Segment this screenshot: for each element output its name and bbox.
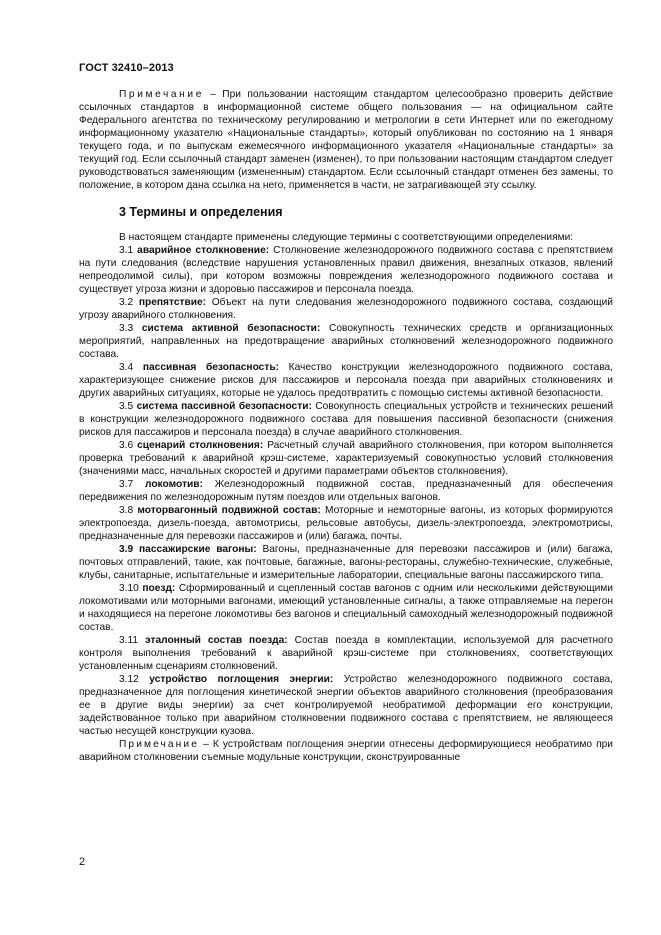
term-name: система активной безопасности: <box>141 323 321 334</box>
note-text: – При пользовании настоящим стандартом целесообразно проверить действие ссылочных стандартов в информационной системе общего пользования — на официальном сайте Федерального агентства по техническому регулированию и метрологии в сети Интернет или по ежегодному информационному указателю «Национальные стандарты», который опубликован по состоянию на 1 января текущего года, и по выпускам ежемесячного информационного указателя «Национальные стандарты» за текущий год. Если ссылочный стандарт заменен (изменен), то при пользовании настоящим стандартом следует руководствоваться заменяющим (измененным) стандартом. Если ссылочный стандарт отменен без замены, то положение, в котором дана ссылка на него, применяется в части, не затрагивающей эту ссылку. <box>79 89 613 191</box>
page-number: 2 <box>79 856 86 868</box>
section-intro: В настоящем стандарте применены следующие термины с соответствующими определениями: <box>119 232 574 243</box>
term-name: пассивная безопасность: <box>142 362 279 373</box>
term-definition <box>79 400 613 439</box>
term-number: 3.10 <box>119 583 143 594</box>
term-name: устройство поглощения энергии: <box>149 674 334 685</box>
term-definition <box>79 439 613 478</box>
note-paragraph-2 <box>79 738 613 764</box>
term-number: 3.12 <box>119 674 150 685</box>
term-text: Качество конструкции железнодорожного подвижного состава, характеризующее снижение рисков для пассажиров и персонала поезда при аварийных столкновениях и других аварийных ситуациях, которые не удалось предотвратить с помощью системы активной безопасности. <box>79 362 613 399</box>
term-text: Объект на пути следования железнодорожного подвижного состава, создающий угрозу аварийного столкновения. <box>79 297 613 321</box>
term-text: Расчетный случай аварийного столкновения, при котором выполняется проверка требований к аварийной крэш-системе, характеризуемый совокупностью условий столкновения (значениями масс, начальных скоростей и другими параметрами объектов столкновения). <box>79 440 613 477</box>
term-number: 3.7 <box>119 479 145 490</box>
term-definition <box>79 244 613 296</box>
term-number: 3.4 <box>119 362 143 373</box>
term-definition <box>79 673 613 738</box>
note-text-2: – К устройствам поглощения энергии отнесены деформирующиеся необратимо при аварийном столкновении съемные модульные конструкции, сконструированные <box>79 739 613 763</box>
term-number: 3.5 <box>119 401 137 412</box>
term-name: препятствие: <box>138 297 207 308</box>
term-text: Моторные и немоторные вагоны, из которых формируются электропоезда, дизель-поезда, автомотрисы, рельсовые автобусы, дизель-электропоезда, электромотрисы, предназначенные для перевозки пассажиров и (или) багажа, почты. <box>79 505 613 542</box>
term-name: локомотив: <box>144 479 203 490</box>
term-definition <box>79 478 613 504</box>
term-name: система пассивной безопасности: <box>136 401 312 412</box>
term-name: пассажирские вагоны: <box>139 544 257 555</box>
term-definition <box>79 361 613 400</box>
term-definition <box>79 634 613 673</box>
term-number: 3.11 <box>119 635 145 646</box>
term-text: Совокупность специальных устройств и технических решений в конструкции железнодорожного подвижного состава для повышения пассивной безопасности (снижения рисков для пассажиров и персонала поезда) в случае аварийного столкновения. <box>79 401 614 438</box>
term-text: Устройство железнодорожного подвижного состава, предназначенное для поглощения кинетической энергии объектов аварийного столкновения (преобразования ее в другие виды энергии) за счет контролируемой необратимой деформации его конструкции, задействованное только при аварийном столкновении подвижного состава с препятствием, не являющееся частью несущей конструкции кузова. <box>79 674 613 737</box>
note-paragraph <box>79 88 613 192</box>
document-header: ГОСТ 32410–2013 <box>79 62 174 74</box>
term-number: 3.1 <box>119 245 138 256</box>
term-text: Сформированный и сцепленный состав вагонов с одним или несколькими действующими локомотивами или моторными вагонами, имеющий установленные сигналы, а также отправляемые на перегон и находящиеся на перегоне локомотивы без вагонов и специальный самоходный железнодорожный подвижной состав. <box>79 583 613 633</box>
term-number: 3.8 <box>119 505 138 516</box>
term-text: Совокупность технических средств и организационных мероприятий, направленных на предотвращение аварийных столкновений железнодорожного подвижного состава. <box>79 323 613 360</box>
section-heading: 3 Термины и определения <box>119 205 283 219</box>
term-name: моторвагонный подвижной состав: <box>137 505 321 516</box>
term-number: 3.6 <box>119 440 138 451</box>
term-name: сценарий столкновения: <box>137 440 264 451</box>
term-name: эталонный состав поезда: <box>144 635 288 646</box>
term-name: аварийное столкновение: <box>137 245 270 256</box>
term-text: Вагоны, предназначенные для перевозки пассажиров и (или) багажа, почтовых отправлений, такие, как почтовые, багажные, вагоны-рестораны, служебно-технические, служебные, клубы, санитарные, испытательные и измерительные лаборатории, специальные вагоны пассажирского типа. <box>79 544 613 581</box>
term-name: поезд: <box>142 583 176 594</box>
term-number: 3.2 <box>119 297 139 308</box>
term-definition <box>79 322 613 361</box>
note-label-2: Примечание <box>119 739 199 750</box>
term-definition <box>79 582 613 634</box>
term-text: Состав поезда в комплектации, используемой для расчетного контроля выполнения требований к аварийной крэш-системе при столкновениях, соответствующих установленным сценариям столкновений. <box>79 635 613 672</box>
term-definition <box>79 296 613 322</box>
terms-list <box>79 244 613 738</box>
term-number: 3.9 <box>119 544 140 555</box>
term-definition <box>79 543 613 582</box>
note-label: Примечание <box>119 89 204 100</box>
term-definition <box>79 504 613 543</box>
document-body <box>79 88 613 764</box>
term-text: Столкновение железнодорожного подвижного состава с препятствием на пути следования (вследствие нарушения установленных правил движения, внезапных отказов, явлений непреодолимой силы), при котором возможны повреждения железнодорожного подвижного состава и существует угроза жизни и здоровью пассажиров и персонала поезда. <box>79 245 613 295</box>
term-number: 3.3 <box>119 323 142 334</box>
term-text: Железнодорожный подвижной состав, предназначенный для обеспечения передвижения по железнодорожным путям поездов или отдельных вагонов. <box>79 479 613 503</box>
